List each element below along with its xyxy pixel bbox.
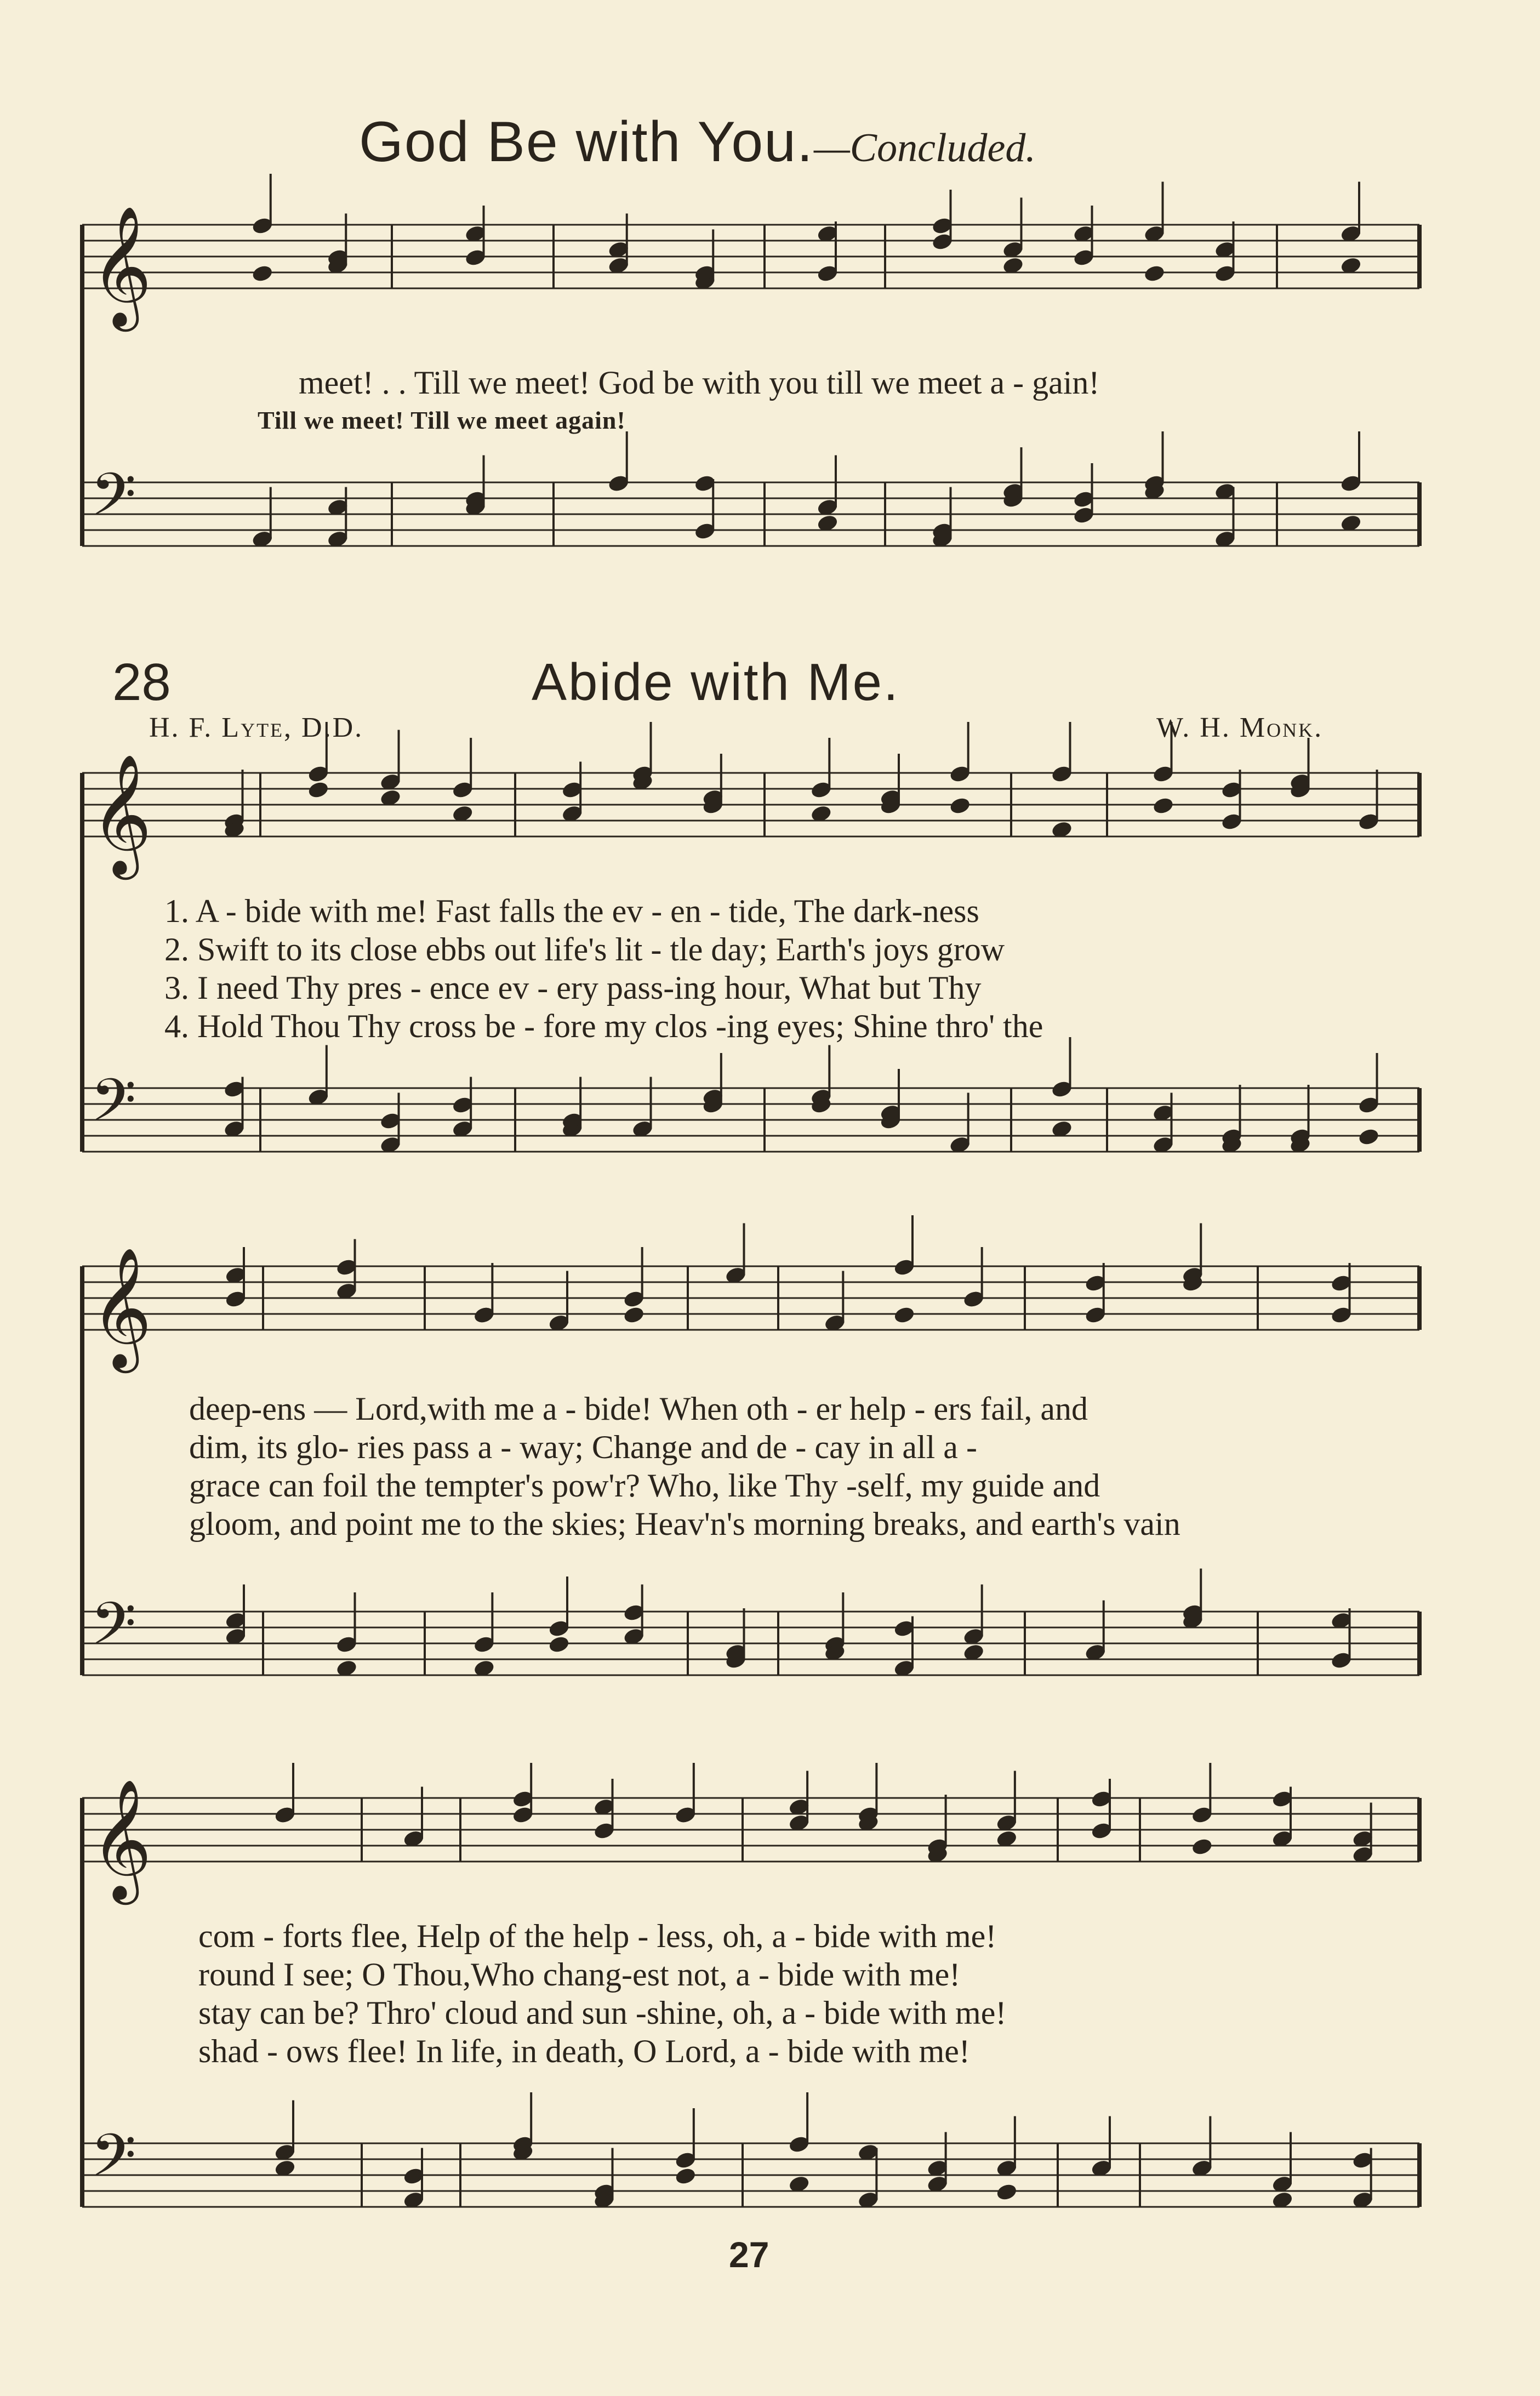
notehead [252,264,273,283]
barlines [82,225,1419,2207]
hymn-title: Abide with Me. [532,653,900,712]
verse-line: stay can be? Thro' cloud and sun -shine, oh, a - bide with me! [198,1995,1007,2031]
treble-clef-icon: 𝄞 [90,205,152,326]
previous-hymn-lyrics: meet! . . Till we meet! God be with you till we meet a - gain! [299,365,1100,401]
notehead [893,1306,915,1324]
previous-hymn-title-text: God Be with You. [359,110,814,174]
verse-line: 4. Hold Thou Thy cross be - fore my clos -ing eyes; Shine thro' the [164,1008,1043,1044]
notehead [949,796,971,815]
bass-clef-icon: 𝄢 [90,1589,136,1672]
noteheads [223,174,1379,2210]
clefs [90,205,152,2204]
verse-line: grace can foil the tempter's pow'r? Who, like Thy -self, my guide and [189,1467,1100,1504]
verse-line: com - forts flee, Help of the help - less, oh, a - bide with me! [198,1918,997,1954]
treble-clef-icon: 𝄞 [90,1247,152,1368]
bass-clef-icon: 𝄢 [90,460,136,543]
notehead [996,2183,1018,2201]
previous-hymn-alto-lyrics: Till we meet! Till we meet again! [258,406,626,434]
notehead [1143,264,1165,283]
composer-credit: W. H. Monk. [1156,712,1324,743]
verse-line: 2. Swift to its close ebbs out life's lit - tle day; Earth's joys grow [164,931,1005,967]
page-number: 27 [729,2234,769,2275]
verse-line: 1. A - bide with me! Fast falls the ev - en - tide, The dark-ness [164,893,979,929]
bass-clef-icon: 𝄢 [90,2121,136,2204]
hymn-number: 28 [112,653,171,712]
treble-clef-icon: 𝄞 [90,753,152,874]
author-credit: H. F. Lyte, D.D. [149,712,364,743]
verse-line: deep-ens — Lord,with me a - bide! When oth - er help - ers fail, and [189,1391,1088,1427]
notehead [1358,1128,1379,1146]
notehead [675,2167,697,2186]
notehead [548,1635,570,1654]
notehead [623,1306,645,1324]
verse-line: round I see; O Thou,Who chang-est not, a - bide with me! [198,1956,961,1993]
verse-line: 3. I need Thy pres - ence ev - ery pass-ing hour, What but Thy [164,970,982,1006]
verse-line: gloom, and point me to the skies; Heav'n's morning breaks, and earth's vain [189,1506,1180,1542]
bass-clef-icon: 𝄢 [90,1066,136,1149]
staff-lines [82,225,1419,2207]
treble-clef-icon: 𝄞 [90,1778,152,1899]
notehead [307,781,329,799]
notehead [1152,796,1174,815]
previous-hymn-title-suffix: —Concluded. [813,126,1036,170]
verse-line: dim, its glo- ries pass a - way; Change and de - cay in all a - [189,1429,977,1465]
verse-line: shad - ows flee! In life, in death, O Lord, a - bide with me! [198,2033,970,2069]
notehead [1191,1837,1213,1856]
